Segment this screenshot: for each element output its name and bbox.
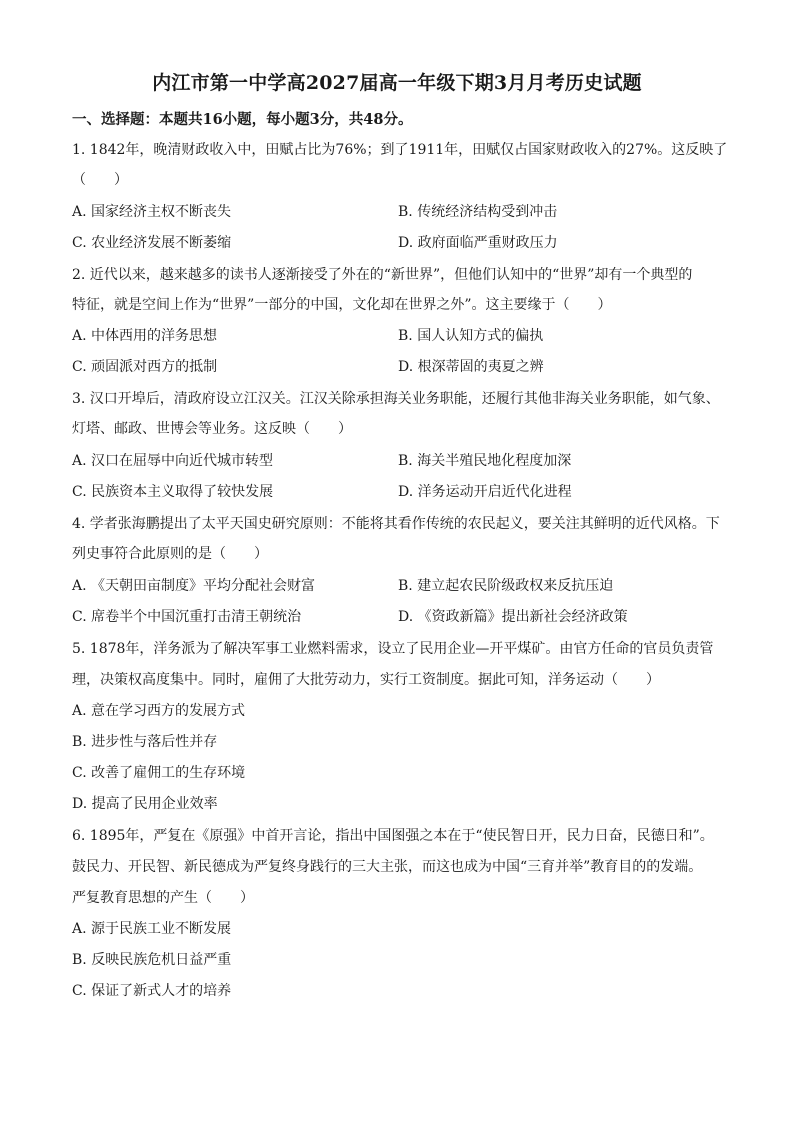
question-1-option-c: C. 农业经济发展不断萎缩: [72, 235, 232, 251]
question-4-option-b: B. 建立起农民阶级政权来反抗压迫: [398, 578, 614, 594]
question-3-option-d: D. 洋务运动开启近代化进程: [398, 484, 572, 500]
question-1-option-d: D. 政府面临严重财政压力: [398, 235, 558, 251]
question-5-option-b: B. 进步性与落后性并存: [72, 734, 218, 750]
question-3-line-2: 灯塔、邮政、世博会等业务。这反映（ ）: [72, 421, 352, 437]
question-6-line-1: 6. 1895年，严复在《原强》中首开言论，指出中国图强之本在于“使民智日开，民力日奋，民德日和”。: [72, 828, 714, 844]
question-1-line-1: 1. 1842年，晚清财政收入中，田赋占比为76%；到了1911年，田赋仅占国家财政收入的27%。这反映了: [72, 142, 728, 158]
question-4-option-c: C. 席卷半个中国沉重打击清王朝统治: [72, 609, 302, 625]
question-4-option-d: D. 《资政新篇》提出新社会经济政策: [398, 609, 628, 625]
question-5-line-2: 理，决策权高度集中。同时，雇佣了大批劳动力，实行工资制度。据此可知，洋务运动（ ）: [72, 672, 660, 688]
question-5-option-d: D. 提高了民用企业效率: [72, 796, 218, 812]
question-2-line-1: 2. 近代以来，越来越多的读书人逐渐接受了外在的“新世界”，但他们认知中的“世界”却有一个典型的: [72, 267, 693, 283]
question-2-line-2: 特征，就是空间上作为“世界”一部分的中国，文化却在世界之外”。这主要缘于（ ）: [72, 297, 612, 313]
question-3-option-b: B. 海关半殖民地化程度加深: [398, 453, 572, 469]
question-3-option-a: A. 汉口在屈辱中向近代城市转型: [72, 453, 274, 469]
question-5-line-1: 5. 1878年，洋务派为了解决军事工业燃料需求，设立了民用企业—开平煤矿。由官方任命的官员负责管: [72, 641, 714, 657]
question-1-line-2: （ ）: [72, 172, 128, 188]
question-2-option-a: A. 中体西用的洋务思想: [72, 328, 218, 344]
question-4-option-a: A. 《天朝田亩制度》平均分配社会财富: [72, 578, 316, 594]
page-title: 内江市第一中学高2027届高一年级下期3月月考历史试题: [152, 72, 642, 94]
question-3-option-c: C. 民族资本主义取得了较快发展: [72, 484, 274, 500]
question-1-option-a: A. 国家经济主权不断丧失: [72, 204, 232, 220]
question-6-option-a: A. 源于民族工业不断发展: [72, 921, 232, 937]
question-1-option-b: B. 传统经济结构受到冲击: [398, 204, 558, 220]
section-heading: 一、选择题：本题共16小题，每小题3分，共48分。: [72, 111, 413, 128]
question-2-option-c: C. 顽固派对西方的抵制: [72, 359, 218, 375]
question-5-option-c: C. 改善了雇佣工的生存环境: [72, 765, 246, 781]
question-2-option-d: D. 根深蒂固的夷夏之辨: [398, 359, 544, 375]
question-4-line-2: 列史事符合此原则的是（ ）: [72, 546, 268, 562]
question-6-line-3: 严复教育思想的产生（ ）: [72, 890, 254, 906]
question-6-option-b: B. 反映民族危机日益严重: [72, 952, 232, 968]
question-3-line-1: 3. 汉口开埠后，清政府设立江汉关。江汉关除承担海关业务职能，还履行其他非海关业务职能，如气象、: [72, 391, 720, 407]
question-6-line-2: 鼓民力、开民智、新民德成为严复终身践行的三大主张，而这也成为中国“三育并举”教育目的的发端。: [72, 859, 703, 875]
question-6-option-c: C. 保证了新式人才的培养: [72, 983, 232, 999]
question-2-option-b: B. 国人认知方式的偏执: [398, 328, 544, 344]
question-5-option-a: A. 意在学习西方的发展方式: [72, 703, 246, 719]
question-4-line-1: 4. 学者张海鹏提出了太平天国史研究原则：不能将其看作传统的农民起义，要关注其鲜明的近代风格。下: [72, 516, 720, 532]
